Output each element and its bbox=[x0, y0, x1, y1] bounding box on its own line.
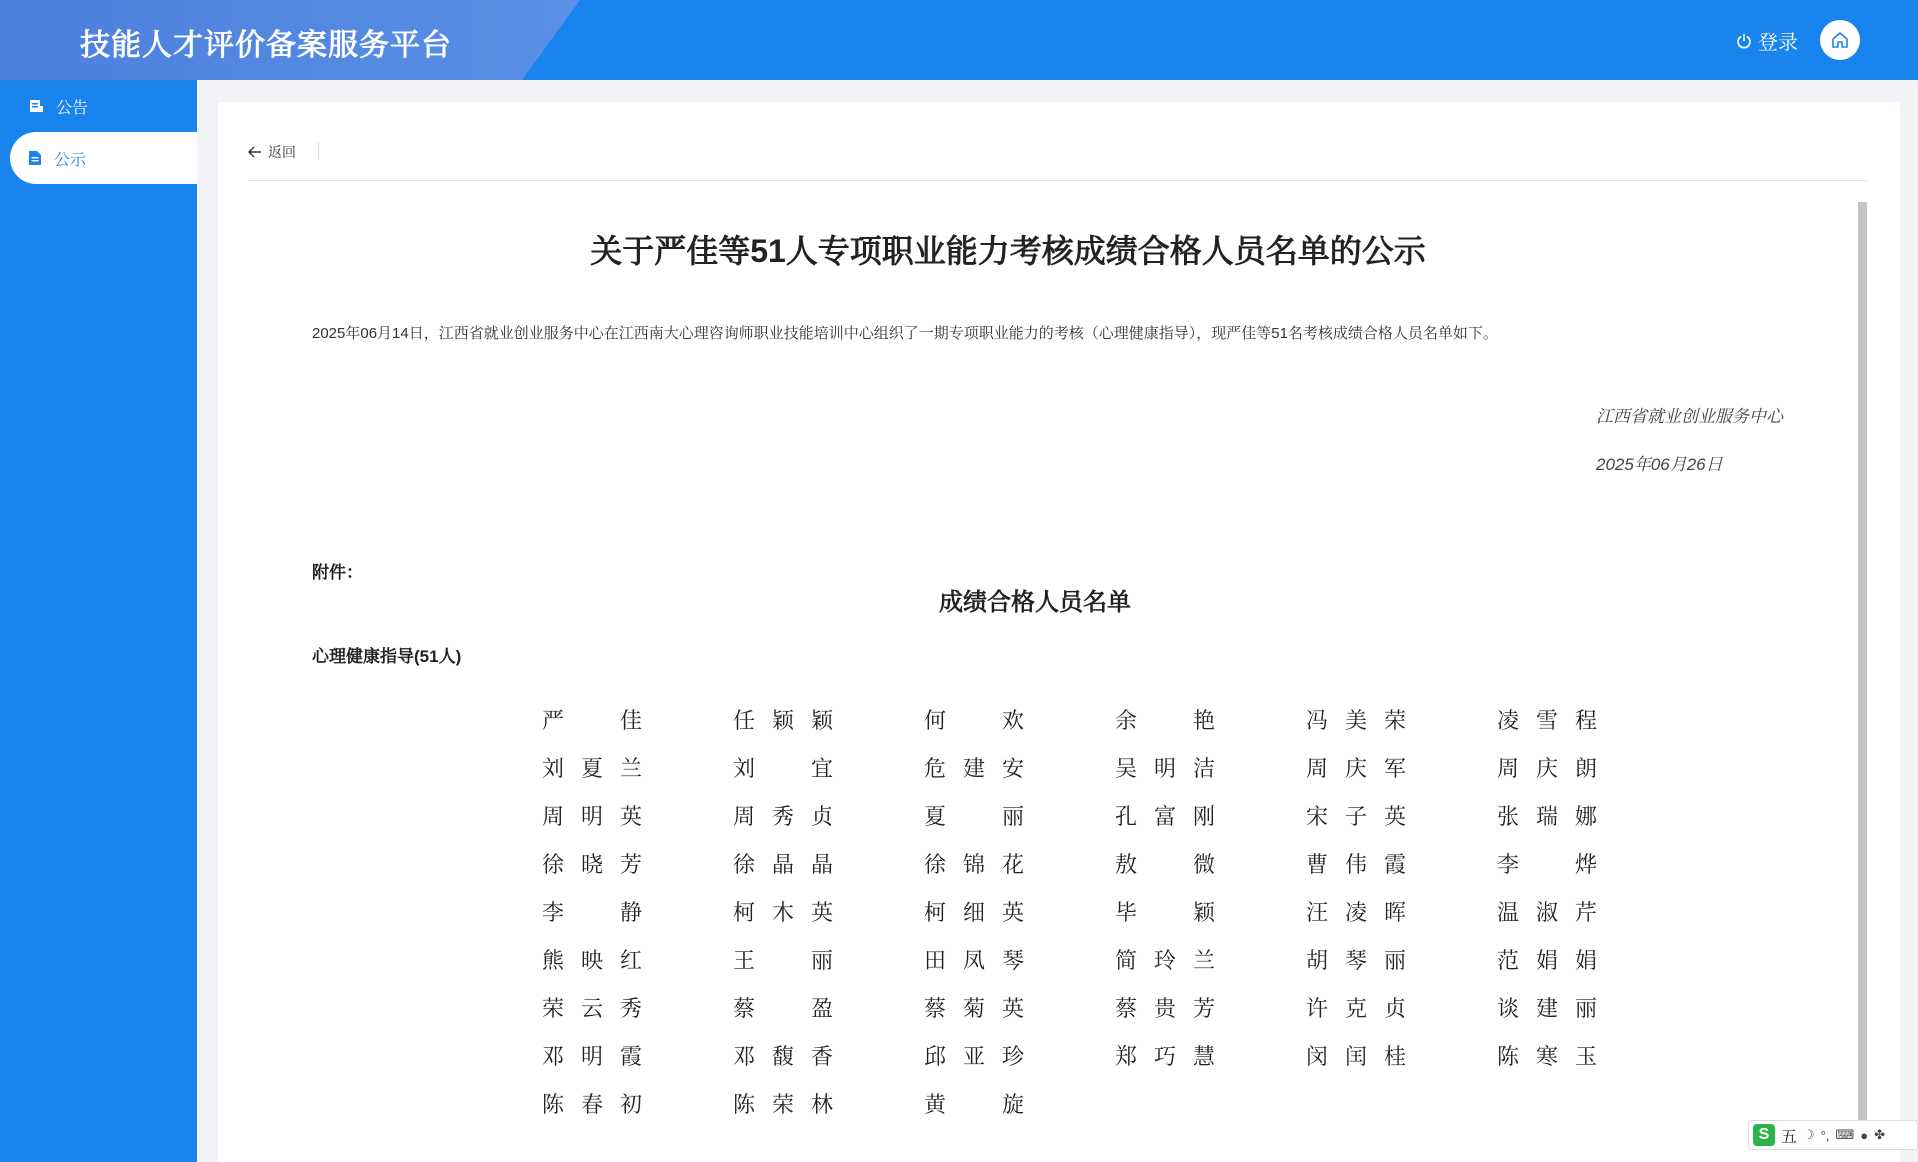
list-title: 成绩合格人员名单 bbox=[939, 589, 1131, 616]
document-icon bbox=[28, 150, 42, 166]
name-item: 柯 木 英 bbox=[732, 900, 833, 925]
content-card bbox=[218, 102, 1900, 1162]
name-item: 孔 富 刚 bbox=[1114, 804, 1215, 829]
name-item: 危 建 安 bbox=[923, 756, 1024, 781]
name-item: 郑 巧 慧 bbox=[1114, 1044, 1215, 1069]
back-button[interactable] bbox=[248, 142, 296, 162]
name-item: 蔡 菊 英 bbox=[923, 996, 1024, 1021]
name-item: 周 庆 军 bbox=[1305, 756, 1406, 781]
name-item: 何 欢 bbox=[923, 708, 1024, 733]
category-label: 心理健康指导(51人) bbox=[312, 647, 462, 666]
toolbar bbox=[248, 122, 1868, 181]
home-button[interactable] bbox=[1820, 20, 1860, 60]
back-label: 返回 bbox=[268, 144, 296, 160]
name-item: 徐 锦 花 bbox=[923, 852, 1024, 877]
name-item: 周 明 英 bbox=[541, 804, 642, 829]
name-item: 敖 微 bbox=[1114, 852, 1215, 877]
name-item: 曹 伟 霞 bbox=[1305, 852, 1406, 877]
notice-icon bbox=[28, 98, 44, 114]
sidebar-item-label: 公示 bbox=[54, 151, 87, 169]
name-item: 田 凤 琴 bbox=[923, 948, 1024, 973]
signature-org: 江西省就业创业服务中心 bbox=[1596, 407, 1783, 426]
site-title: 技能人才评价备案服务平台 bbox=[80, 29, 452, 62]
grid-icon: ✤ bbox=[1874, 1127, 1886, 1142]
name-item: 余 艳 bbox=[1114, 708, 1215, 733]
ime-logo: S bbox=[1753, 1124, 1775, 1146]
name-grid bbox=[540, 704, 1660, 1136]
name-item: 凌 雪 程 bbox=[1496, 708, 1597, 733]
name-item: 简 玲 兰 bbox=[1114, 948, 1215, 973]
name-item: 周 秀 贞 bbox=[732, 804, 833, 829]
ime-toolbar[interactable] bbox=[1748, 1120, 1918, 1150]
name-item: 许 克 贞 bbox=[1305, 996, 1406, 1021]
name-item: 范 娟 娟 bbox=[1496, 948, 1597, 973]
name-item: 谈 建 丽 bbox=[1496, 996, 1597, 1021]
sidebar-item-announcement[interactable] bbox=[10, 80, 197, 132]
name-item: 蔡 盈 bbox=[732, 996, 833, 1021]
name-item: 邱 亚 珍 bbox=[923, 1044, 1024, 1069]
name-item: 任 颖 颖 bbox=[732, 708, 833, 733]
name-item: 闵 闰 桂 bbox=[1305, 1044, 1406, 1069]
name-item: 毕 颖 bbox=[1114, 900, 1215, 925]
name-item: 刘 宜 bbox=[732, 756, 833, 781]
name-item: 邓 馥 香 bbox=[732, 1044, 833, 1069]
name-item: 王 丽 bbox=[732, 948, 833, 973]
user-icon: ● bbox=[1860, 1127, 1869, 1143]
name-item: 严 佳 bbox=[541, 708, 642, 733]
moon-icon: ☽ bbox=[1803, 1127, 1815, 1142]
name-item: 冯 美 荣 bbox=[1305, 708, 1406, 733]
sidebar-item-publicity[interactable] bbox=[10, 132, 197, 184]
name-item: 徐 晶 晶 bbox=[732, 852, 833, 877]
keyboard-icon: ⌨ bbox=[1835, 1127, 1855, 1142]
top-header bbox=[0, 0, 1918, 80]
name-item: 温 淑 芹 bbox=[1496, 900, 1597, 925]
name-item: 汪 凌 晖 bbox=[1305, 900, 1406, 925]
login-button[interactable] bbox=[1736, 26, 1798, 55]
name-item: 陈 春 初 bbox=[541, 1092, 642, 1117]
name-item: 李 静 bbox=[541, 900, 642, 925]
name-item: 周 庆 朗 bbox=[1496, 756, 1597, 781]
name-item: 荣 云 秀 bbox=[541, 996, 642, 1021]
name-item: 蔡 贵 芳 bbox=[1114, 996, 1215, 1021]
name-item: 宋 子 英 bbox=[1305, 804, 1406, 829]
name-item: 胡 琴 丽 bbox=[1305, 948, 1406, 973]
home-icon bbox=[1830, 30, 1850, 50]
power-icon bbox=[1736, 33, 1752, 49]
attachment-label: 附件： bbox=[312, 563, 363, 582]
sidebar-item-label: 公告 bbox=[56, 99, 89, 117]
name-item: 李 烨 bbox=[1496, 852, 1597, 877]
article-body: 2025年06月14日，江西省就业创业服务中心在江西南大心理咨询师职业技能培训中心组织了一期专项职业能力的考核（心理健康指导），现严佳等51名考核成绩合格人员名单如下。 bbox=[312, 325, 1498, 342]
name-item: 邓 明 霞 bbox=[541, 1044, 642, 1069]
name-item: 陈 荣 林 bbox=[732, 1092, 833, 1117]
name-item: 熊 映 红 bbox=[541, 948, 642, 973]
sidebar bbox=[0, 80, 197, 1162]
name-item: 夏 丽 bbox=[923, 804, 1024, 829]
name-item: 黄 旋 bbox=[923, 1092, 1024, 1117]
ime-mode: 五 bbox=[1781, 1128, 1798, 1146]
scrollbar[interactable] bbox=[1858, 202, 1867, 1132]
name-item: 张 瑞 娜 bbox=[1496, 804, 1597, 829]
name-item: 吴 明 洁 bbox=[1114, 756, 1215, 781]
name-item: 徐 晓 芳 bbox=[541, 852, 642, 877]
punctuation-icon: °, bbox=[1820, 1127, 1830, 1143]
signature-date: 2025年06月26日 bbox=[1596, 455, 1723, 474]
name-item: 刘 夏 兰 bbox=[541, 756, 642, 781]
toolbar-divider bbox=[318, 142, 319, 160]
arrow-left-icon bbox=[248, 146, 262, 158]
name-item: 陈 寒 玉 bbox=[1496, 1044, 1597, 1069]
name-item: 柯 细 英 bbox=[923, 900, 1024, 925]
article-title: 关于严佳等51人专项职业能力考核成绩合格人员名单的公示 bbox=[590, 233, 1426, 269]
login-label: 登录 bbox=[1758, 32, 1798, 54]
